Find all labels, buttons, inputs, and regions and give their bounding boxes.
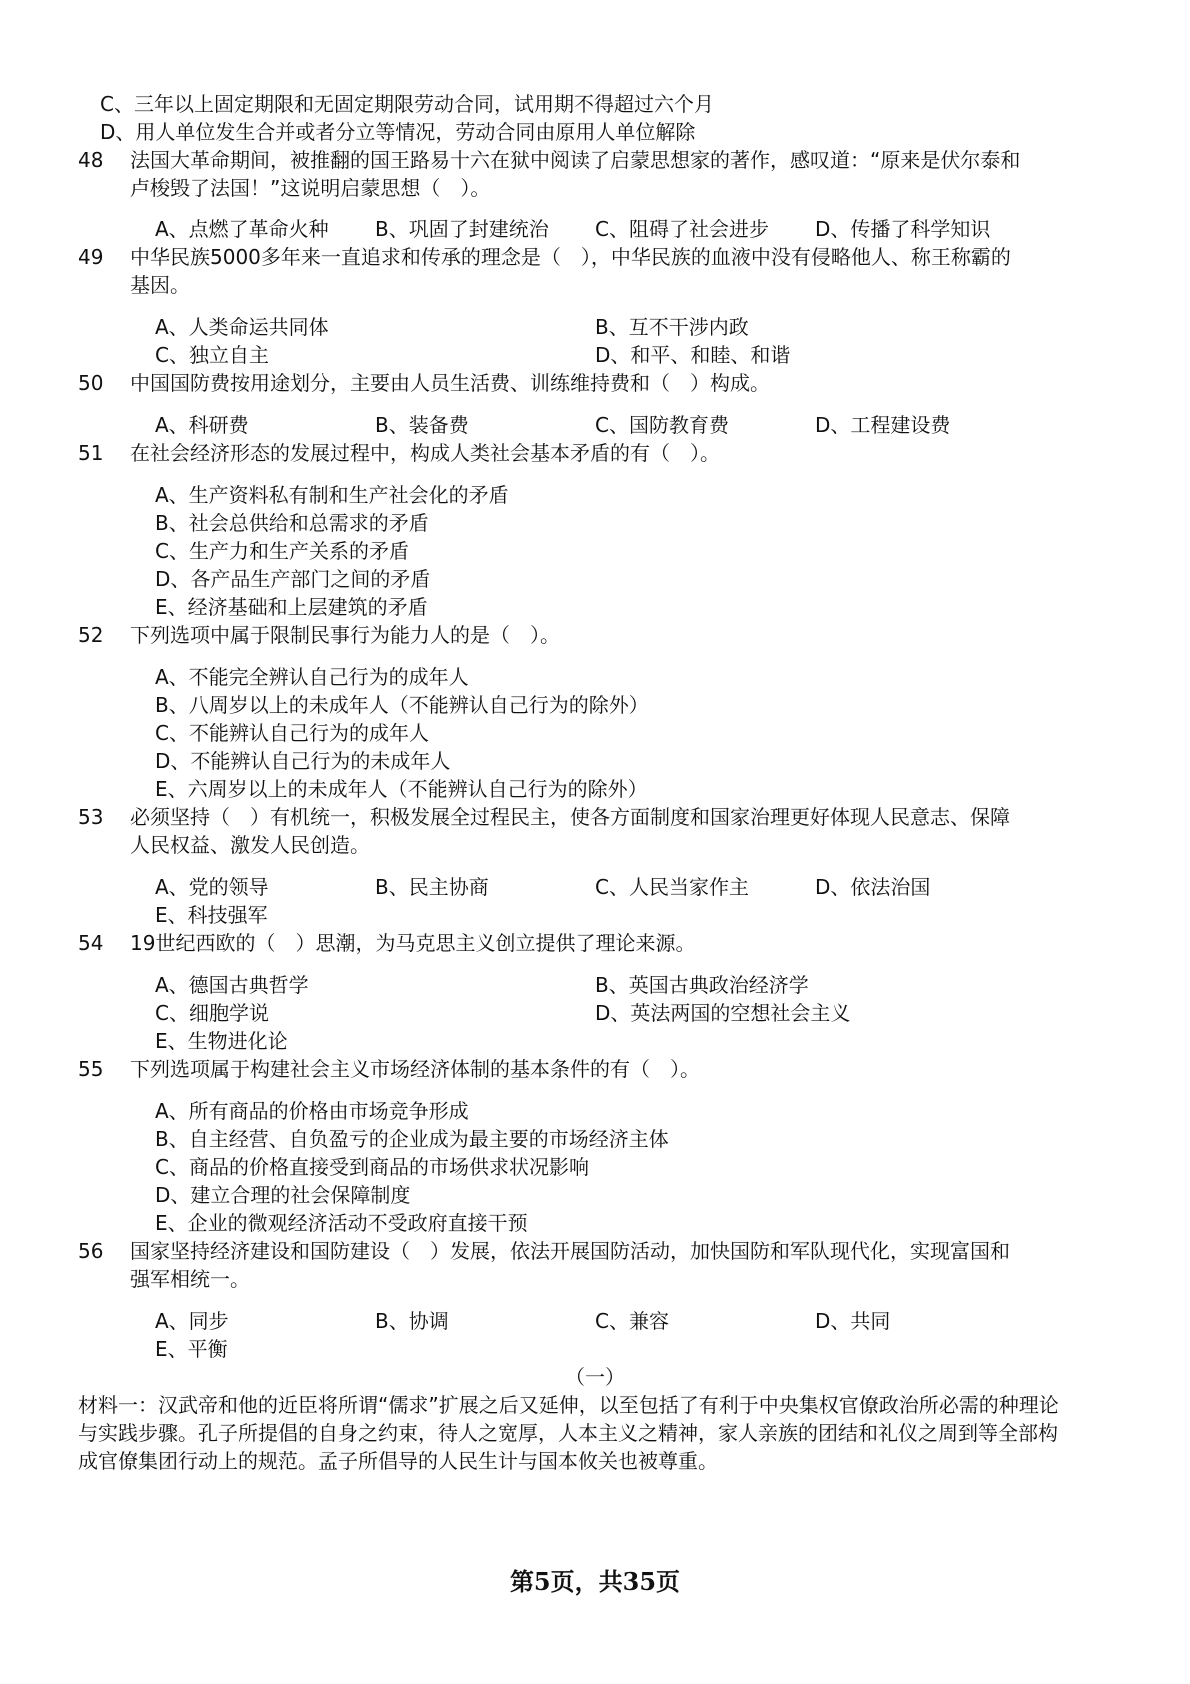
- option-b: B、互不干涉内政: [595, 315, 749, 339]
- option-e: E、企业的微观经济活动不受政府直接干预: [155, 1211, 528, 1235]
- question-text-line: 在社会经济形态的发展过程中，构成人类社会基本矛盾的有（ ）。: [130, 441, 720, 465]
- section-heading: （一）: [565, 1365, 625, 1389]
- option-d: D、不能辨认自己行为的未成年人: [155, 749, 451, 773]
- option-b: B、巩固了封建统治: [375, 217, 549, 241]
- question-text-line: 19世纪西欧的（ ）思潮，为马克思主义创立提供了理论来源。: [130, 931, 696, 955]
- option-d: D、各产品生产部门之间的矛盾: [155, 567, 431, 591]
- option-a: A、党的领导: [155, 875, 269, 899]
- option-c: C、兼容: [595, 1309, 669, 1333]
- option-a: A、德国古典哲学: [155, 973, 309, 997]
- option-b: B、自主经营、自负盈亏的企业成为最主要的市场经济主体: [155, 1127, 669, 1151]
- option-d: D、建立合理的社会保障制度: [155, 1183, 411, 1207]
- option-c: C、独立自主: [155, 343, 269, 367]
- question-text-line: 下列选项属于构建社会主义市场经济体制的基本条件的有（ ）。: [130, 1057, 700, 1081]
- option-a: A、生产资料私有制和生产社会化的矛盾: [155, 483, 509, 507]
- page-footer: 第5页，共35页: [509, 1567, 681, 1596]
- option-d: D、和平、和睦、和谐: [595, 343, 791, 367]
- question-number: 51: [78, 441, 104, 465]
- option-a: A、同步: [155, 1309, 229, 1333]
- option-a: A、不能完全辨认自己行为的成年人: [155, 665, 469, 689]
- option-c-prev: C、三年以上固定期限和无固定期限劳动合同，试用期不得超过六个月: [100, 92, 714, 116]
- question-text-line: 法国大革命期间，被推翻的国王路易十六在狱中阅读了启蒙思想家的著作，感叹道：“原来是伏尔泰和: [130, 148, 1021, 172]
- option-d: D、依法治国: [815, 875, 931, 899]
- option-a: A、点燃了革命火种: [155, 217, 329, 241]
- option-b: B、民主协商: [375, 875, 489, 899]
- option-d-prev: D、用人单位发生合并或者分立等情况，劳动合同由原用人单位解除: [100, 120, 696, 144]
- question-number: 49: [78, 245, 104, 269]
- material-line: 材料一：汉武帝和他的近臣将所谓“儒求”扩展之后又延伸，以至包括了有利于中央集权官僚政治所必需的种理论: [78, 1393, 1059, 1417]
- option-c: C、国防教育费: [595, 413, 729, 437]
- question-text-line: 中国国防费按用途划分，主要由人员生活费、训练维持费和（ ）构成。: [130, 371, 770, 395]
- material-line: 与实践步骤。孔子所提倡的自身之约束，待人之宽厚，人本主义之精神，家人亲族的团结和礼仪之周到等全部构: [78, 1421, 1058, 1445]
- option-b: B、装备费: [375, 413, 469, 437]
- question-text-line: 人民权益、激发人民创造。: [130, 833, 370, 857]
- option-e: E、经济基础和上层建筑的矛盾: [155, 595, 428, 619]
- option-d: D、传播了科学知识: [815, 217, 991, 241]
- option-c: C、生产力和生产关系的矛盾: [155, 539, 409, 563]
- question-text-line: 必须坚持（ ）有机统一，积极发展全过程民主，使各方面制度和国家治理更好体现人民意志、保障: [130, 805, 1010, 829]
- option-e: E、平衡: [155, 1337, 228, 1361]
- question-number: 53: [78, 805, 104, 829]
- option-e: E、科技强军: [155, 903, 268, 927]
- question-text-line: 中华民族5000多年来一直追求和传承的理念是（ ），中华民族的血液中没有侵略他人、称王称霸的: [130, 245, 1011, 269]
- option-c: C、细胞学说: [155, 1001, 269, 1025]
- option-a: A、科研费: [155, 413, 249, 437]
- option-c: C、不能辨认自己行为的成年人: [155, 721, 429, 745]
- option-d: D、英法两国的空想社会主义: [595, 1001, 851, 1025]
- question-number: 48: [78, 148, 104, 172]
- option-a: A、人类命运共同体: [155, 315, 329, 339]
- question-number: 55: [78, 1057, 104, 1081]
- question-number: 54: [78, 931, 104, 955]
- option-a: A、所有商品的价格由市场竞争形成: [155, 1099, 469, 1123]
- option-d: D、工程建设费: [815, 413, 951, 437]
- option-e: E、生物进化论: [155, 1029, 288, 1053]
- material-line: 成官僚集团行动上的规范。孟子所倡导的人民生计与国本攸关也被尊重。: [78, 1449, 718, 1473]
- option-b: B、八周岁以上的未成年人（不能辨认自己行为的除外）: [155, 693, 649, 717]
- question-text-line: 卢梭毁了法国！”这说明启蒙思想（ ）。: [130, 176, 491, 200]
- question-text-line: 下列选项中属于限制民事行为能力人的是（ ）。: [130, 623, 560, 647]
- option-d: D、共同: [815, 1309, 891, 1333]
- option-b: B、协调: [375, 1309, 449, 1333]
- option-c: C、商品的价格直接受到商品的市场供求状况影响: [155, 1155, 589, 1179]
- question-number: 50: [78, 371, 104, 395]
- question-text-line: 国家坚持经济建设和国防建设（ ）发展，依法开展国防活动，加快国防和军队现代化，实现富国和: [130, 1239, 1010, 1263]
- question-text-line: 强军相统一。: [130, 1267, 250, 1291]
- option-c: C、阻碍了社会进步: [595, 217, 769, 241]
- question-number: 52: [78, 623, 104, 647]
- option-c: C、人民当家作主: [595, 875, 749, 899]
- option-e: E、六周岁以上的未成年人（不能辨认自己行为的除外）: [155, 777, 648, 801]
- question-text-line: 基因。: [130, 273, 190, 297]
- question-number: 56: [78, 1239, 104, 1263]
- option-b: B、社会总供给和总需求的矛盾: [155, 511, 429, 535]
- option-b: B、英国古典政治经济学: [595, 973, 809, 997]
